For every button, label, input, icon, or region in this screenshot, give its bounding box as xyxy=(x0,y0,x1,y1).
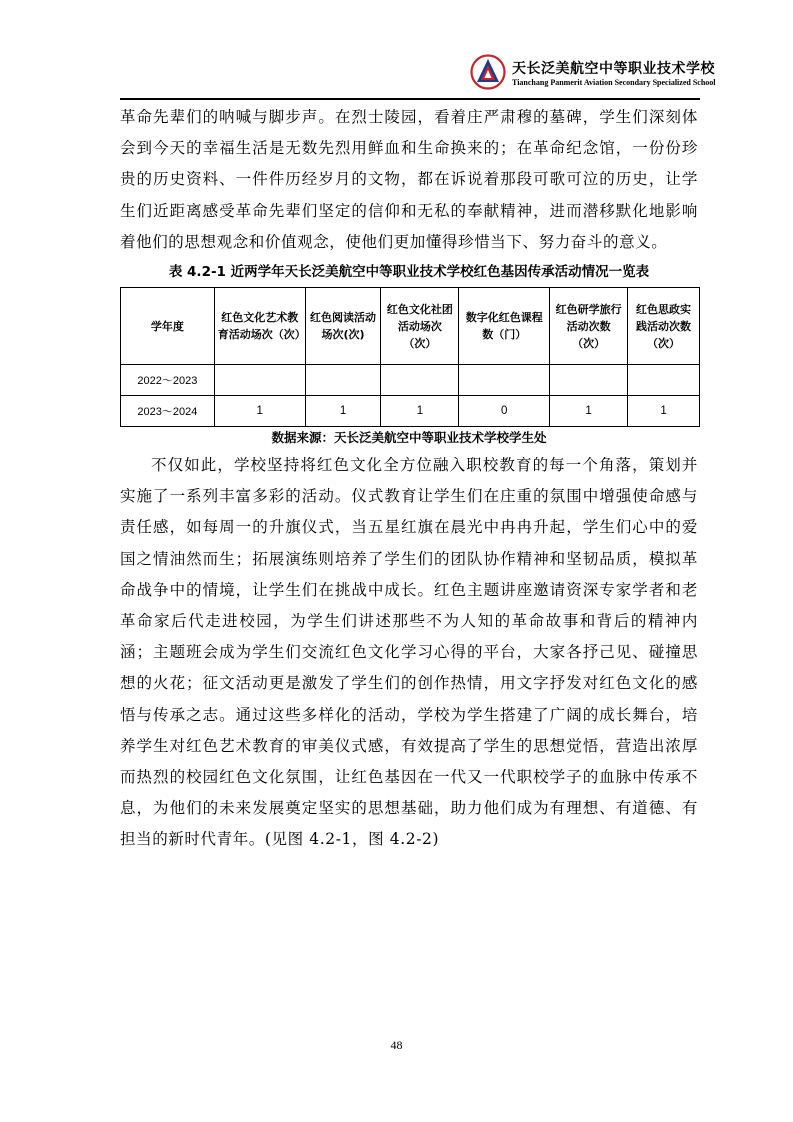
table-cell xyxy=(459,365,550,396)
page-number: 48 xyxy=(390,1038,403,1052)
table-cell: 1 xyxy=(305,396,381,427)
table-cell: 1 xyxy=(381,396,459,427)
school-name-en: Tianchang Panmerit Aviation Secondary Specialized School xyxy=(512,78,716,87)
header-rule xyxy=(120,98,700,100)
header-year: 学年度 xyxy=(121,288,215,365)
table-cell xyxy=(305,365,381,396)
header-digital-courses: 数字化红色课程数（门） xyxy=(459,288,550,365)
table-cell: 2022～2023 xyxy=(121,365,215,396)
header-practice: 红色思政实践活动次数（次） xyxy=(628,288,700,365)
table-cell: 0 xyxy=(459,396,550,427)
paragraph-2: 不仅如此，学校坚持将红色文化全方位融入职校教育的每一个角落，策划并实施了一系列丰富多彩的活动。仪式教育让学生们在庄重的氛围中增强使命感与责任感，如每周一的升旗仪式，当五星红旗在晨光中冉冉升起，学生们心中的爱国之情油然而生；拓展演练则培养了学生们的团队协作精神和坚韧品质，模拟革命战争中的情境，让学生们在挑战中成长。红色主题讲座邀请资深专家学者和老革命家后代走进校园，为学生们讲述那些不为人知的革命故事和背后的精神内涵；主题班会成为学生们交流红色文化学习心得的平台，大家各抒己见、碰撞思想的火花；征文活动更是激发了学生们的创作热情，用文字抒发对红色文化的感悟与传承之志。通过这些多样化的活动，学校为学生搭建了广阔的成长舞台，培养学生对红色艺术教育的审美仪式感，有效提高了学生的思想觉悟，营造出浓厚而热烈的校园红色文化氛围，让红色基因在一代又一代职校学子的血脉中传承不息，为他们的未来发展奠定坚实的思想基础，助力他们成为有理想、有道德、有担当的新时代青年。(见图 4.2-1，图 4.2-2) xyxy=(120,456,698,849)
header-art-education: 红色文化艺术教育活动场次（次） xyxy=(214,288,305,365)
school-name-cn: 天长泛美航空中等职业技术学校 xyxy=(512,61,715,77)
activity-table xyxy=(120,287,700,427)
table-source: 数据来源：天长泛美航空中等职业技术学校学生处 xyxy=(271,430,547,445)
header-study-tours: 红色研学旅行活动次数（次） xyxy=(550,288,628,365)
table-header-row xyxy=(121,288,700,365)
header-reading: 红色阅读活动场次(次) xyxy=(305,288,381,365)
page-header xyxy=(120,48,716,100)
table-cell xyxy=(550,365,628,396)
table-cell xyxy=(381,365,459,396)
table-row xyxy=(121,396,700,427)
table-row xyxy=(121,365,700,396)
table-cell: 2023～2024 xyxy=(121,396,215,427)
school-logo-icon xyxy=(470,54,506,90)
table-cell xyxy=(628,365,700,396)
table-cell: 1 xyxy=(628,396,700,427)
table-title: 表 4.2-1 近两学年天长泛美航空中等职业技术学校红色基因传承活动情况一览表 xyxy=(168,264,650,280)
header-clubs: 红色文化社团活动场次（次） xyxy=(381,288,459,365)
table-cell xyxy=(214,365,305,396)
table-cell: 1 xyxy=(214,396,305,427)
table-cell: 1 xyxy=(550,396,628,427)
paragraph-1: 革命先辈们的呐喊与脚步声。在烈士陵园，看着庄严肃穆的墓碑，学生们深刻体会到今天的幸福生活是无数先烈用鲜血和生命换来的；在革命纪念馆，一份份珍贵的历史资料、一件件历经岁月的文物，都在诉说着那段可歌可泣的历史，让学生们近距离感受革命先辈们坚定的信仰和无私的奉献精神，进而潜移默化地影响着他们的思想观念和价值观念，使他们更加懂得珍惜当下、努力奋斗的意义。 xyxy=(120,108,698,251)
